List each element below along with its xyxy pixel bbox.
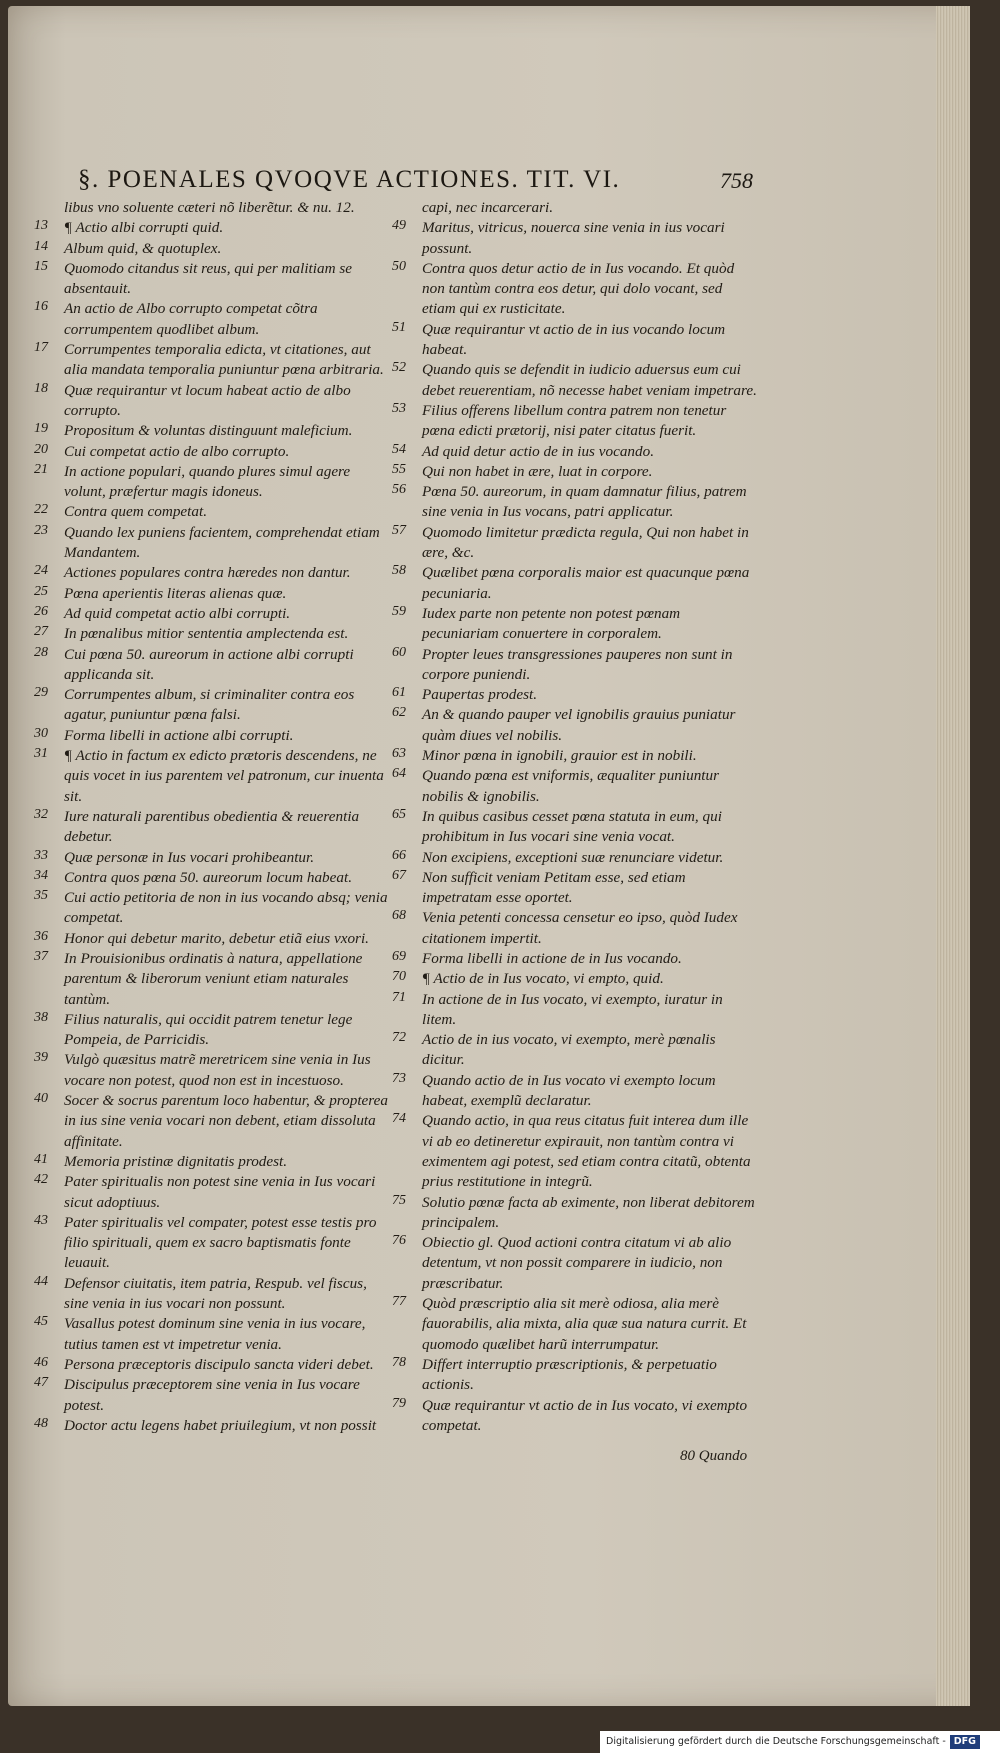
- entry-number: 37: [34, 948, 48, 964]
- entry-number: 73: [392, 1070, 406, 1086]
- entry-text: Quæ requirantur vt locum habeat actio de albo corrupto.: [64, 381, 351, 419]
- entry-text: Contra quos pœna 50. aureorum locum habeat.: [64, 868, 352, 886]
- index-entry: [34, 1375, 394, 1416]
- entry-text: Minor pœna in ignobili, grauior est in nobili.: [422, 747, 697, 765]
- index-entry: [392, 218, 757, 259]
- entry-text: Contra quos detur actio de in Ius vocando. Et quòd non tantùm contra eos detur, qui dolo vocant, sed etiam qui ex rusticitate.: [422, 259, 735, 318]
- entry-text: In quibus casibus cesset pœna statuta in eum, qui prohibitum in Ius vocari sine venia vocat.: [422, 807, 722, 846]
- entry-number: 13: [34, 218, 48, 234]
- entry-text: Quando lex puniens facientem, comprehendat etiam Mandantem.: [64, 523, 380, 562]
- index-entry: [34, 604, 394, 624]
- index-entry: [392, 908, 757, 949]
- entry-text: In actione de in Ius vocato, vi exempto, iuratur in litem.: [422, 990, 723, 1028]
- entry-text: Persona præceptoris discipulo sancta videri debet.: [64, 1355, 374, 1373]
- entry-number: 65: [392, 806, 406, 822]
- index-entry: [392, 1294, 757, 1355]
- entry-number: 33: [34, 847, 48, 863]
- entry-text: Solutio pœnæ facta ab eximente, non liberat debitorem principalem.: [422, 1193, 755, 1231]
- index-entry: [34, 442, 394, 462]
- entry-number: 23: [34, 522, 48, 538]
- entry-number: 42: [34, 1172, 48, 1188]
- entry-number: 39: [34, 1050, 48, 1066]
- index-entry: [392, 868, 757, 909]
- index-entry: [34, 1152, 394, 1172]
- index-entry: [392, 990, 757, 1031]
- entry-text: In Prouisionibus ordinatis à natura, appellatione parentum & liberorum veniunt etiam naturales tantùm.: [64, 949, 363, 1008]
- entry-number: 59: [392, 603, 406, 619]
- entry-text: Quælibet pœna corporalis maior est quacunque pœna pecuniaria.: [422, 564, 750, 602]
- entry-text: Quomodo limitetur prædicta regula, Qui non habet in ære, &c.: [422, 523, 749, 562]
- entry-text: capi, nec incarcerari.: [422, 199, 554, 216]
- entry-text: Corrumpentes temporalia edicta, vt citationes, aut alia mandata temporalia puniuntur pœna arbitraria.: [64, 341, 384, 379]
- entry-text: Pœna 50. aureorum, in quam damnatur filius, patrem sine venia in Ius vocans, patri applicatur.: [422, 483, 747, 521]
- entry-text: Venia petenti concessa censetur eo ipso, quòd Iudex citationem impertit.: [422, 909, 738, 947]
- entry-number: 41: [34, 1151, 48, 1167]
- index-entry: [34, 868, 394, 888]
- entry-text: Propositum & voluntas distinguunt maleficium.: [64, 422, 353, 440]
- entry-text: Defensor ciuitatis, item patria, Respub. vel fiscus, sine venia in ius vocari non possunt.: [64, 1274, 367, 1313]
- index-entry: [34, 198, 394, 218]
- entry-text: ¶ Actio de in Ius vocato, vi empto, quid.: [422, 970, 664, 988]
- index-entry: [392, 705, 757, 746]
- index-entry: [392, 1396, 757, 1437]
- index-entry: [392, 1111, 757, 1192]
- entry-text: Paupertas prodest.: [422, 686, 538, 704]
- index-entry: [34, 807, 394, 848]
- index-entry: [392, 969, 757, 989]
- entry-text: Pœna aperientis literas alienas quæ.: [64, 584, 287, 602]
- entry-number: 14: [34, 238, 48, 254]
- entry-text: Quando actio de in Ius vocato vi exempto locum habeat, exemplũ declaratur.: [422, 1071, 716, 1110]
- entry-number: 20: [34, 441, 48, 457]
- index-entry: [392, 462, 757, 482]
- entry-text: Vasallus potest dominum sine venia in ius vocare, tutius tamen est vt impetretur venia.: [64, 1315, 366, 1353]
- index-entry: [392, 320, 757, 361]
- index-entry: [392, 1233, 757, 1294]
- entry-number: 34: [34, 867, 48, 883]
- entry-text: Corrumpentes album, si criminaliter contra eos agatur, puniuntur pœna falsi.: [64, 686, 355, 724]
- entry-number: 43: [34, 1212, 48, 1228]
- index-entry: [34, 502, 394, 522]
- entry-text: In actione populari, quando plures simul agere volunt, præfertur magis idoneus.: [64, 462, 351, 501]
- index-entry: [34, 1010, 394, 1051]
- entry-text: Propter leues transgressiones pauperes non sunt in corpore puniendi.: [422, 645, 733, 683]
- entry-text: Honor qui debetur marito, debetur etiã eius vxori.: [64, 929, 369, 947]
- entry-number: 40: [34, 1091, 48, 1107]
- index-entry: [34, 949, 394, 1010]
- entry-text: Quæ requirantur vt actio de in Ius vocato, vi exempto competat.: [422, 1396, 748, 1434]
- entry-text: Qui non habet in ære, luat in corpore.: [422, 462, 653, 480]
- entry-text: Filius offerens libellum contra patrem non tenetur pœna edicti prætorij, nisi pater citatus fuerit.: [422, 401, 727, 440]
- entry-text: In pœnalibus mitior sententia amplectenda est.: [64, 625, 349, 643]
- index-entry: [34, 1050, 394, 1091]
- entry-number: 72: [392, 1030, 406, 1046]
- index-entry: [392, 1030, 757, 1071]
- catchword: 80 Quando: [680, 1448, 748, 1464]
- entry-number: 17: [34, 340, 48, 356]
- index-entry: [34, 239, 394, 259]
- entry-text: ¶ Actio in factum ex edicto prætoris descendens, ne quis vocet in ius parentem vel patronum, cur inuenta sit.: [64, 747, 384, 805]
- index-entry: [392, 949, 757, 969]
- index-entry: [34, 848, 394, 868]
- entry-text: Cui pœna 50. aureorum in actione albi corrupti applicanda sit.: [64, 645, 354, 683]
- entry-number: 16: [34, 299, 48, 315]
- left-column: [34, 198, 394, 1436]
- entry-number: 47: [34, 1375, 48, 1391]
- entry-number: 70: [392, 969, 406, 985]
- entry-text: Actio de in ius vocato, vi exempto, merè pœnalis dicitur.: [422, 1031, 716, 1069]
- index-entry: [392, 1193, 757, 1234]
- dfg-logo: DFG: [950, 1735, 980, 1749]
- index-entry: [392, 523, 757, 564]
- index-entry: [392, 746, 757, 766]
- entry-number: 52: [392, 360, 406, 376]
- entry-text: Quando pœna est vniformis, æqualiter puniuntur nobilis & ignobilis.: [422, 767, 720, 805]
- entry-text: Iure naturali parentibus obedientia & reuerentia debetur.: [64, 807, 360, 846]
- entry-text: Album quid, & quotuplex.: [64, 239, 222, 257]
- entry-text: Memoria pristinæ dignitatis prodest.: [64, 1152, 288, 1170]
- entry-text: Quæ personæ in Ius vocari prohibeantur.: [64, 848, 315, 866]
- entry-text: Doctor actu legens habet priuilegium, vt non possit: [64, 1416, 377, 1434]
- entry-number: 44: [34, 1273, 48, 1289]
- index-entry: [392, 198, 757, 218]
- entry-number: 58: [392, 563, 406, 579]
- index-entry: [34, 888, 394, 929]
- entry-number: 74: [392, 1111, 406, 1127]
- index-entry: [34, 381, 394, 422]
- entry-text: Non excipiens, exceptioni suæ renunciare videtur.: [422, 848, 724, 866]
- entry-number: 75: [392, 1192, 406, 1208]
- entry-number: 21: [34, 461, 48, 477]
- entry-text: Cui competat actio de albo corrupto.: [64, 442, 290, 460]
- index-entry: [392, 685, 757, 705]
- index-entry: [392, 563, 757, 604]
- index-entry: [392, 766, 757, 807]
- index-entry: [34, 523, 394, 564]
- running-head: §. POENALES QVOQVE ACTIONES. TIT. VI.: [78, 166, 621, 193]
- index-entry: [392, 442, 757, 462]
- entry-number: 61: [392, 685, 406, 701]
- index-entry: [34, 624, 394, 644]
- index-entry: [392, 848, 757, 868]
- entry-text: Forma libelli in actione de in Ius vocando.: [422, 949, 682, 967]
- index-entry: [34, 1416, 394, 1436]
- entry-number: 60: [392, 644, 406, 660]
- index-entry: [34, 746, 394, 807]
- index-entry: [392, 259, 757, 320]
- entry-text: Iudex parte non petente non potest pœnam pecuniariam conuertere in corporalem.: [422, 604, 681, 643]
- page-edge: [936, 6, 970, 1706]
- entry-number: 48: [34, 1415, 48, 1431]
- entry-number: 31: [34, 746, 48, 762]
- entry-text: Quæ requirantur vt actio de in ius vocando locum habeat.: [422, 320, 726, 359]
- index-entry: [392, 1071, 757, 1112]
- entry-number: 36: [34, 928, 48, 944]
- entry-number: 24: [34, 563, 48, 579]
- footer-credit: [600, 1731, 1000, 1753]
- entry-text: Socer & socrus parentum loco habentur, & propterea in ius sine venia vocari non debent, etiam dissoluta affinitate.: [64, 1092, 388, 1150]
- index-entry: [34, 1172, 394, 1213]
- index-entry: [34, 421, 394, 441]
- entry-text: Maritus, vitricus, nouerca sine venia in ius vocari possunt.: [422, 219, 725, 257]
- entry-text: An & quando pauper vel ignobilis grauius puniatur quàm diues vel nobilis.: [422, 706, 736, 744]
- entry-text: libus vno soluente cæteri nõ liberẽtur. & nu. 12.: [64, 199, 355, 216]
- entry-number: 32: [34, 806, 48, 822]
- index-entry: [392, 604, 757, 645]
- index-entry: [34, 340, 394, 381]
- index-entry: [392, 645, 757, 686]
- entry-text: Pater spiritualis vel compater, potest esse testis pro filio spirituali, quem ex sacro baptismatis fonte leuauit.: [64, 1213, 377, 1272]
- index-entry: [34, 1213, 394, 1274]
- entry-text: Cui actio petitoria de non in ius vocando absq; venia competat.: [64, 889, 388, 927]
- entry-text: Differt interruptio præscriptionis, & perpetuatio actionis.: [422, 1355, 717, 1394]
- entry-text: Obiectio gl. Quod actioni contra citatum vi ab alio detentum, vt non possit comparere in iudicio, non præscribatur.: [422, 1234, 732, 1292]
- entry-text: ¶ Actio albi corrupti quid.: [64, 219, 224, 237]
- entry-number: 71: [392, 989, 406, 1005]
- entry-number: 35: [34, 888, 48, 904]
- entry-text: Contra quem competat.: [64, 503, 207, 521]
- entry-number: 50: [392, 258, 406, 274]
- index-entry: [34, 726, 394, 746]
- index-entry: [34, 1314, 394, 1355]
- index-entry: [34, 584, 394, 604]
- entry-number: 19: [34, 421, 48, 437]
- entry-number: 66: [392, 847, 406, 863]
- entry-text: Actiones populares contra hæredes non dantur.: [64, 564, 351, 582]
- entry-text: Quando actio, in qua reus citatus fuit interea dum ille vi ab eo detineretur expirauit, non tantùm contra vi eximentem agi potest, sed etiam contra citatũ, obtenta prius restitutione in integrũ.: [422, 1112, 751, 1191]
- index-entry: [34, 1355, 394, 1375]
- index-entry: [34, 929, 394, 949]
- entry-number: 78: [392, 1354, 406, 1370]
- index-entry: [392, 1355, 757, 1396]
- entry-number: 29: [34, 685, 48, 701]
- page-number: 758: [720, 168, 753, 193]
- index-entry: [34, 1274, 394, 1315]
- right-column: [392, 198, 757, 1436]
- entry-number: 69: [392, 948, 406, 964]
- entry-number: 46: [34, 1354, 48, 1370]
- entry-number: 79: [392, 1395, 406, 1411]
- index-entry: [392, 482, 757, 523]
- entry-number: 26: [34, 603, 48, 619]
- footer-text: Digitalisierung gefördert durch die Deutsche Forschungsgemeinschaft -: [606, 1736, 946, 1747]
- index-entry: [34, 259, 394, 300]
- entry-number: 67: [392, 867, 406, 883]
- index-entry: [34, 218, 394, 238]
- entry-number: 28: [34, 644, 48, 660]
- entry-text: Quomodo citandus sit reus, qui per malitiam se absentauit.: [64, 259, 352, 298]
- index-entry: [392, 360, 757, 401]
- entry-text: Forma libelli in actione albi corrupti.: [64, 726, 294, 744]
- entry-number: 38: [34, 1009, 48, 1025]
- entry-number: 15: [34, 258, 48, 274]
- entry-number: 25: [34, 583, 48, 599]
- entry-number: 51: [392, 319, 406, 335]
- entry-number: 27: [34, 624, 48, 640]
- entry-text: Quòd præscriptio alia sit merè odiosa, alia merè fauorabilis, alia mixta, alia quæ sua natura currit. Et quomodo quælibet harũ interrumpatur.: [422, 1295, 747, 1353]
- entry-number: 68: [392, 908, 406, 924]
- entry-number: 63: [392, 746, 406, 762]
- entry-text: Discipulus præceptorem sine venia in Ius vocare potest.: [64, 1376, 360, 1414]
- entry-number: 55: [392, 461, 406, 477]
- index-entry: [34, 1091, 394, 1152]
- entry-number: 30: [34, 725, 48, 741]
- entry-number: 64: [392, 766, 406, 782]
- entry-number: 18: [34, 380, 48, 396]
- index-entry: [34, 299, 394, 340]
- entry-number: 56: [392, 482, 406, 498]
- entry-number: 22: [34, 502, 48, 518]
- entry-number: 54: [392, 441, 406, 457]
- entry-number: 45: [34, 1314, 48, 1330]
- entry-number: 53: [392, 400, 406, 416]
- entry-text: Vulgò quæsitus matrẽ meretricem sine venia in Ius vocare non potest, quod non est in incestuoso.: [64, 1051, 371, 1089]
- index-entry: [34, 685, 394, 726]
- entry-text: Pater spiritualis non potest sine venia in Ius vocari sicut adoptiuus.: [64, 1173, 376, 1211]
- entry-text: Ad quid detur actio de in ius vocando.: [422, 442, 654, 460]
- index-entry: [392, 807, 757, 848]
- entry-number: 77: [392, 1294, 406, 1310]
- entry-text: Non sufficit veniam Petitam esse, sed etiam impetratam esse oportet.: [422, 868, 686, 907]
- entry-number: 76: [392, 1233, 406, 1249]
- entry-text: Ad quid competat actio albi corrupti.: [64, 604, 291, 622]
- index-entry: [34, 462, 394, 503]
- entry-number: 49: [392, 218, 406, 234]
- entry-number: 57: [392, 522, 406, 538]
- entry-number: 62: [392, 705, 406, 721]
- entry-text: Quando quis se defendit in iudicio aduersus eum cui debet reuerentiam, nõ necesse habet veniam impetrare.: [422, 361, 757, 399]
- index-entry: [34, 645, 394, 686]
- entry-text: An actio de Albo corrupto competat cõtra corrumpentem quodlibet album.: [64, 300, 318, 338]
- index-entry: [392, 401, 757, 442]
- entry-text: Filius naturalis, qui occidit patrem tenetur lege Pompeia, de Parricidis.: [64, 1010, 353, 1049]
- index-entry: [34, 563, 394, 583]
